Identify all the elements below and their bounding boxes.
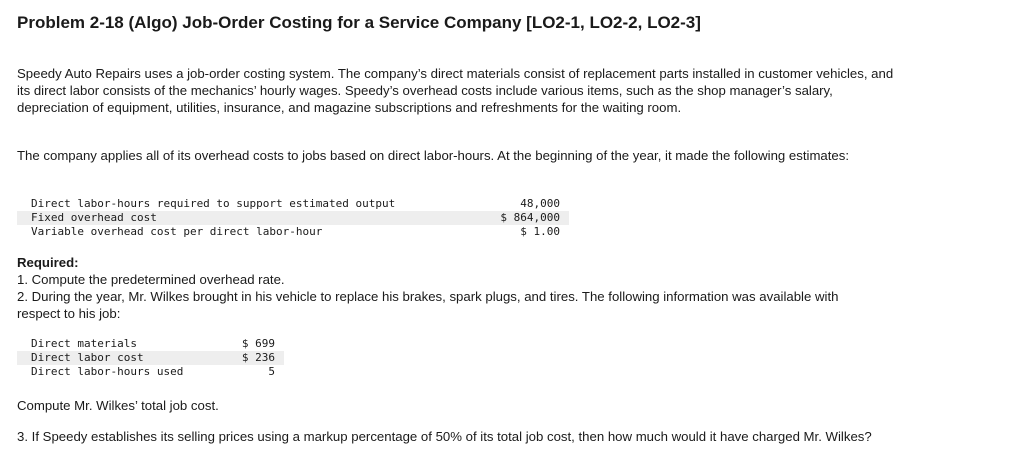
row-label: Variable overhead cost per direct labor-hour xyxy=(31,225,323,238)
intro-paragraph: Speedy Auto Repairs uses a job-order costing system. The company’s direct materials consist of replacement parts installed in customer vehicles, and its direct labor consists of the mechanics’ hourly wages. Speedy’s overhead costs include various items, such as the shop manager’s salary, depreciation of equipment, utilities, insurance, and magazine subscriptions and refreshments for the waiting room. xyxy=(17,66,894,115)
table-row xyxy=(17,337,284,351)
row-value: 5 xyxy=(268,365,275,378)
required-heading: Required: xyxy=(17,255,79,270)
row-value: $ 864,000 xyxy=(500,211,560,224)
table-row xyxy=(17,197,569,211)
row-label: Fixed overhead cost xyxy=(31,211,157,224)
row-value: 48,000 xyxy=(520,197,560,210)
required-item-1: 1. Compute the predetermined overhead rate. xyxy=(17,272,285,287)
overhead-paragraph: The company applies all of its overhead costs to jobs based on direct labor-hours. At the beginning of the year, it made the following estimates: xyxy=(17,148,850,163)
compute-instruction: Compute Mr. Wilkes’ total job cost. xyxy=(17,398,219,413)
page-title: Problem 2-18 (Algo) Job-Order Costing for a Service Company [LO2-1, LO2-2, LO2-3] xyxy=(17,13,701,32)
estimates-table xyxy=(17,197,569,239)
required-item-2: 2. During the year, Mr. Wilkes brought in his vehicle to replace his brakes, spark plugs, and tires. The following information was available with respect to his job: xyxy=(17,289,839,321)
table-row xyxy=(17,351,284,365)
row-label: Direct labor-hours required to support estimated output xyxy=(31,197,396,210)
table-row xyxy=(17,225,569,239)
row-label: Direct labor-hours used xyxy=(31,365,184,378)
table-row xyxy=(17,211,569,225)
required-item-3: 3. If Speedy establishes its selling prices using a markup percentage of 50% of its total job cost, then how much would it have charged Mr. Wilkes? xyxy=(17,429,872,444)
table-row xyxy=(17,365,284,379)
row-value: $ 699 xyxy=(241,337,275,350)
row-value: $ 236 xyxy=(241,351,275,364)
job-table xyxy=(17,337,284,379)
row-label: Direct materials xyxy=(31,337,137,350)
row-value: $ 1.00 xyxy=(520,225,560,238)
row-label: Direct labor cost xyxy=(31,351,144,364)
